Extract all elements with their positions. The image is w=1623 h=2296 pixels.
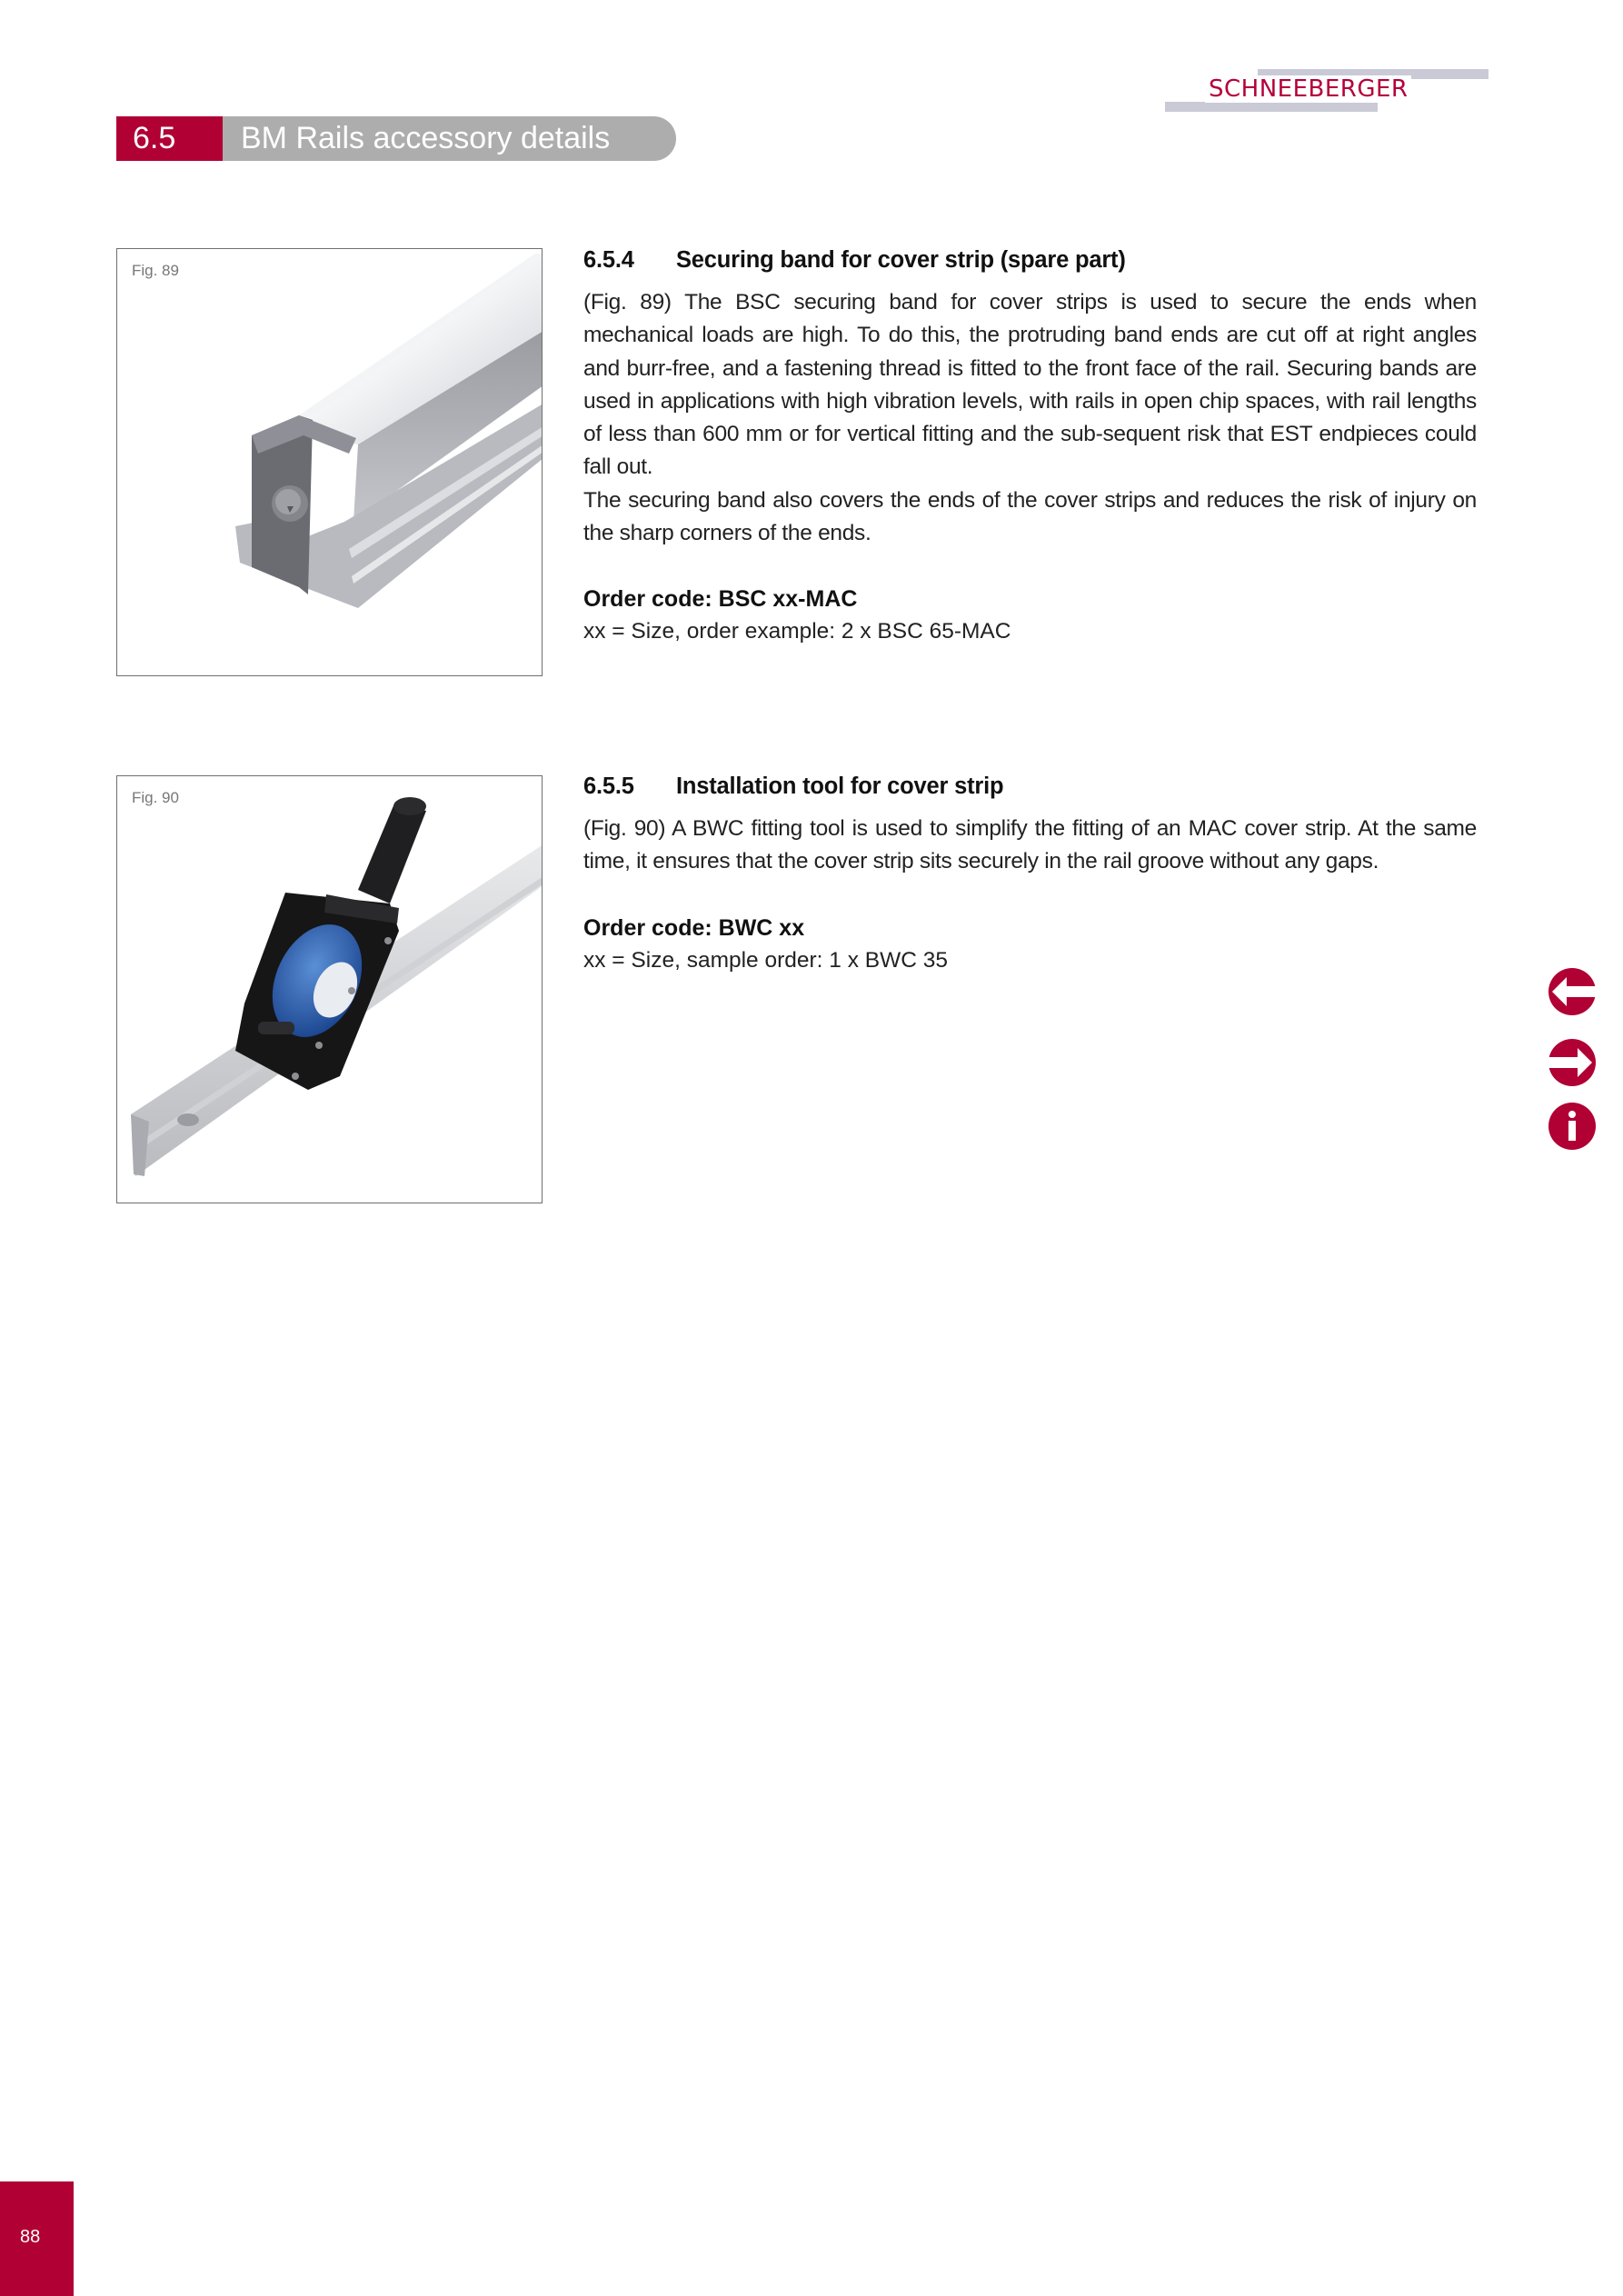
subsection-title: Securing band for cover strip (spare part) (676, 247, 1126, 273)
forward-arrow-icon (1548, 1039, 1596, 1086)
back-arrow-icon (1548, 968, 1596, 1015)
figure-89 (116, 248, 543, 676)
figure-caption: Fig. 89 (132, 262, 179, 279)
forward-button[interactable] (1548, 1039, 1596, 1086)
page-number-tab (0, 2181, 74, 2296)
subsection-heading (583, 247, 1477, 274)
figure-90 (116, 775, 543, 1203)
subsection-number: 6.5.4 (583, 247, 634, 273)
subsection-title: Installation tool for cover strip (676, 774, 1004, 799)
info-icon (1548, 1103, 1596, 1150)
page-number: 88 (20, 2227, 41, 2247)
order-example: xx = Size, order example: 2 x BSC 65-MAC (583, 619, 1011, 644)
section-number: 6.5 (116, 116, 223, 161)
back-button[interactable] (1548, 968, 1596, 1015)
rail-end-securing-band-illustration (117, 249, 543, 676)
schneeberger-logo (1165, 69, 1489, 115)
body-paragraph-2: The securing band also covers the ends of the cover strips and reduces the risk of injury on the sharp corners of the ends. (583, 487, 1477, 546)
figure-caption: Fig. 90 (132, 789, 179, 806)
section-header (116, 116, 676, 161)
subsection-6-5-4 (583, 247, 1477, 648)
order-code: Order code: BWC xx (583, 914, 805, 941)
subsection-number: 6.5.5 (583, 774, 634, 799)
info-button[interactable] (1548, 1103, 1596, 1150)
order-example: xx = Size, sample order: 1 x BWC 35 (583, 947, 948, 973)
logo-bar-bottom (1165, 102, 1378, 112)
logo-text: SCHNEEBERGER (1205, 75, 1411, 103)
section-title: BM Rails accessory details (223, 116, 676, 161)
installation-tool-illustration (117, 776, 543, 1203)
subsection-heading (583, 774, 1477, 800)
body-paragraph: (Fig. 90) A BWC fitting tool is used to simplify the fitting of an MAC cover strip. At the same time, it ensures that the cover strip sits securely in the rail groove without any gaps. (583, 816, 1477, 874)
subsection-6-5-5 (583, 774, 1477, 977)
body-paragraph: (Fig. 89) The BSC securing band for cover strips is used to secure the ends when mechanical loads are high. To do this, the protruding band ends are cut off at right angles and burr-free, and a fastening thread is fitted to the front face of the rail. Securing bands are used in applications with high vibration levels, with rails in open chip spaces, with rail lengths of less than 600 mm or for vertical fitting and the sub-sequent risk that EST endpieces could fall out. (583, 290, 1477, 480)
order-code: Order code: BSC xx-MAC (583, 586, 858, 613)
